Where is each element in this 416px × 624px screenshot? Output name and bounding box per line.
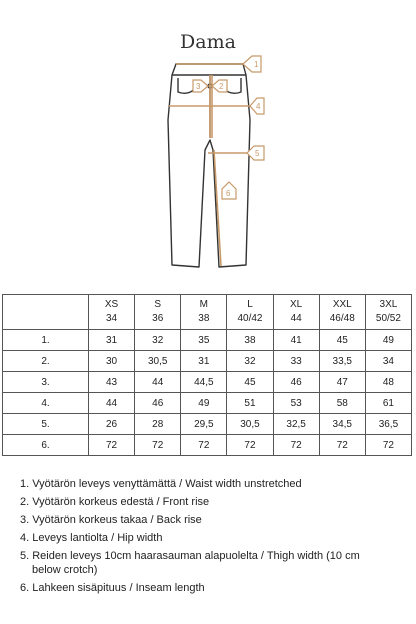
row-label: 4. xyxy=(3,393,89,414)
table-cell: 72 xyxy=(227,435,273,456)
marker-1-label: 1 xyxy=(254,60,259,69)
row-label: 5. xyxy=(3,414,89,435)
size-letter: 3XL xyxy=(379,299,398,310)
table-row xyxy=(3,414,412,435)
table-cell: 30 xyxy=(89,351,135,372)
size-letter: XXL xyxy=(332,299,352,310)
table-cell: 48 xyxy=(365,372,411,393)
row-label: 1. xyxy=(3,330,89,351)
row-label: 3. xyxy=(3,372,89,393)
table-row xyxy=(3,393,412,414)
marker-1 xyxy=(243,56,261,72)
size-header-xl xyxy=(273,295,319,330)
table-cell: 44 xyxy=(135,372,181,393)
marker-4-label: 4 xyxy=(256,102,261,111)
size-header-3xl xyxy=(365,295,411,330)
table-cell: 72 xyxy=(319,435,365,456)
table-cell: 31 xyxy=(89,330,135,351)
table-cell: 35 xyxy=(181,330,227,351)
table-cell: 33,5 xyxy=(319,351,365,372)
legend-item-text: 3. Vyötärön korkeus takaa / Back rise xyxy=(20,514,202,526)
size-header-s xyxy=(135,295,181,330)
table-cell: 34 xyxy=(365,351,411,372)
size-number: 40/42 xyxy=(237,313,263,324)
table-cell: 45 xyxy=(227,372,273,393)
table-cell: 45 xyxy=(319,330,365,351)
legend-item-text: 5. Reiden leveys 10cm haarasauman alapuolelta / Thigh width (10 cm xyxy=(20,550,360,562)
legend-item xyxy=(20,549,410,577)
legend-item-continuation: below crotch) xyxy=(32,564,98,576)
size-number: 46/48 xyxy=(329,313,355,324)
size-header-row xyxy=(3,295,412,330)
table-cell: 32 xyxy=(135,330,181,351)
table-cell: 44 xyxy=(89,393,135,414)
size-header-m xyxy=(181,295,227,330)
measurement-legend xyxy=(20,477,410,599)
marker-2-label: 2 xyxy=(219,82,224,91)
size-table xyxy=(2,294,412,456)
marker-3 xyxy=(193,80,208,92)
legend-item xyxy=(20,581,410,595)
pants-outline xyxy=(168,64,250,267)
table-cell: 46 xyxy=(273,372,319,393)
size-number: 38 xyxy=(198,313,210,324)
table-cell: 43 xyxy=(89,372,135,393)
marker-5-label: 5 xyxy=(255,149,260,158)
legend-item xyxy=(20,495,410,509)
table-cell: 26 xyxy=(89,414,135,435)
table-cell: 34,5 xyxy=(319,414,365,435)
table-cell: 51 xyxy=(227,393,273,414)
legend-item-text: 2. Vyötärön korkeus edestä / Front rise xyxy=(20,496,210,508)
size-number: 50/52 xyxy=(375,313,401,324)
marker-2 xyxy=(212,80,227,92)
size-letter: S xyxy=(154,299,162,310)
size-letter: L xyxy=(247,299,253,310)
size-number: 36 xyxy=(152,313,164,324)
table-row xyxy=(3,330,412,351)
marker-4 xyxy=(250,98,264,114)
row-label: 2. xyxy=(3,351,89,372)
table-cell: 72 xyxy=(365,435,411,456)
table-cell: 61 xyxy=(365,393,411,414)
header-corner xyxy=(3,295,89,330)
table-cell: 72 xyxy=(89,435,135,456)
legend-item xyxy=(20,513,410,527)
row-label: 6. xyxy=(3,435,89,456)
table-cell: 36,5 xyxy=(365,414,411,435)
table-cell: 31 xyxy=(181,351,227,372)
size-number: 34 xyxy=(106,313,118,324)
size-letter: XL xyxy=(290,299,303,310)
legend-item-text: 6. Lahkeen sisäpituus / Inseam length xyxy=(20,582,205,594)
table-cell: 72 xyxy=(135,435,181,456)
table-cell: 33 xyxy=(273,351,319,372)
table-cell: 58 xyxy=(319,393,365,414)
table-cell: 47 xyxy=(319,372,365,393)
measure-lines xyxy=(169,64,250,266)
table-cell: 49 xyxy=(365,330,411,351)
table-cell: 53 xyxy=(273,393,319,414)
table-cell: 32 xyxy=(227,351,273,372)
table-cell: 44,5 xyxy=(181,372,227,393)
size-header-xxl xyxy=(319,295,365,330)
table-row xyxy=(3,372,412,393)
size-header-l xyxy=(227,295,273,330)
legend-item-text: 4. Leveys lantiolta / Hip width xyxy=(20,532,163,544)
table-cell: 38 xyxy=(227,330,273,351)
legend-item-text: 1. Vyötärön leveys venyttämättä / Waist width unstretched xyxy=(20,478,302,490)
marker-6 xyxy=(222,182,236,199)
table-cell: 46 xyxy=(135,393,181,414)
table-cell: 41 xyxy=(273,330,319,351)
table-cell: 49 xyxy=(181,393,227,414)
table-cell: 72 xyxy=(181,435,227,456)
table-row xyxy=(3,351,412,372)
table-cell: 28 xyxy=(135,414,181,435)
table-cell: 30,5 xyxy=(135,351,181,372)
size-number: 44 xyxy=(290,313,302,324)
size-header-xs xyxy=(89,295,135,330)
legend-item xyxy=(20,477,410,491)
size-letter: M xyxy=(199,299,209,310)
page-title: Dama xyxy=(180,31,236,53)
table-cell: 32,5 xyxy=(273,414,319,435)
marker-6-label: 6 xyxy=(226,189,231,198)
table-cell: 30,5 xyxy=(227,414,273,435)
pants-measurement-diagram xyxy=(0,0,416,290)
legend-item xyxy=(20,531,410,545)
table-row xyxy=(3,435,412,456)
size-letter: XS xyxy=(104,299,119,310)
table-cell: 29,5 xyxy=(181,414,227,435)
marker-3-label: 3 xyxy=(196,82,201,91)
table-cell: 72 xyxy=(273,435,319,456)
